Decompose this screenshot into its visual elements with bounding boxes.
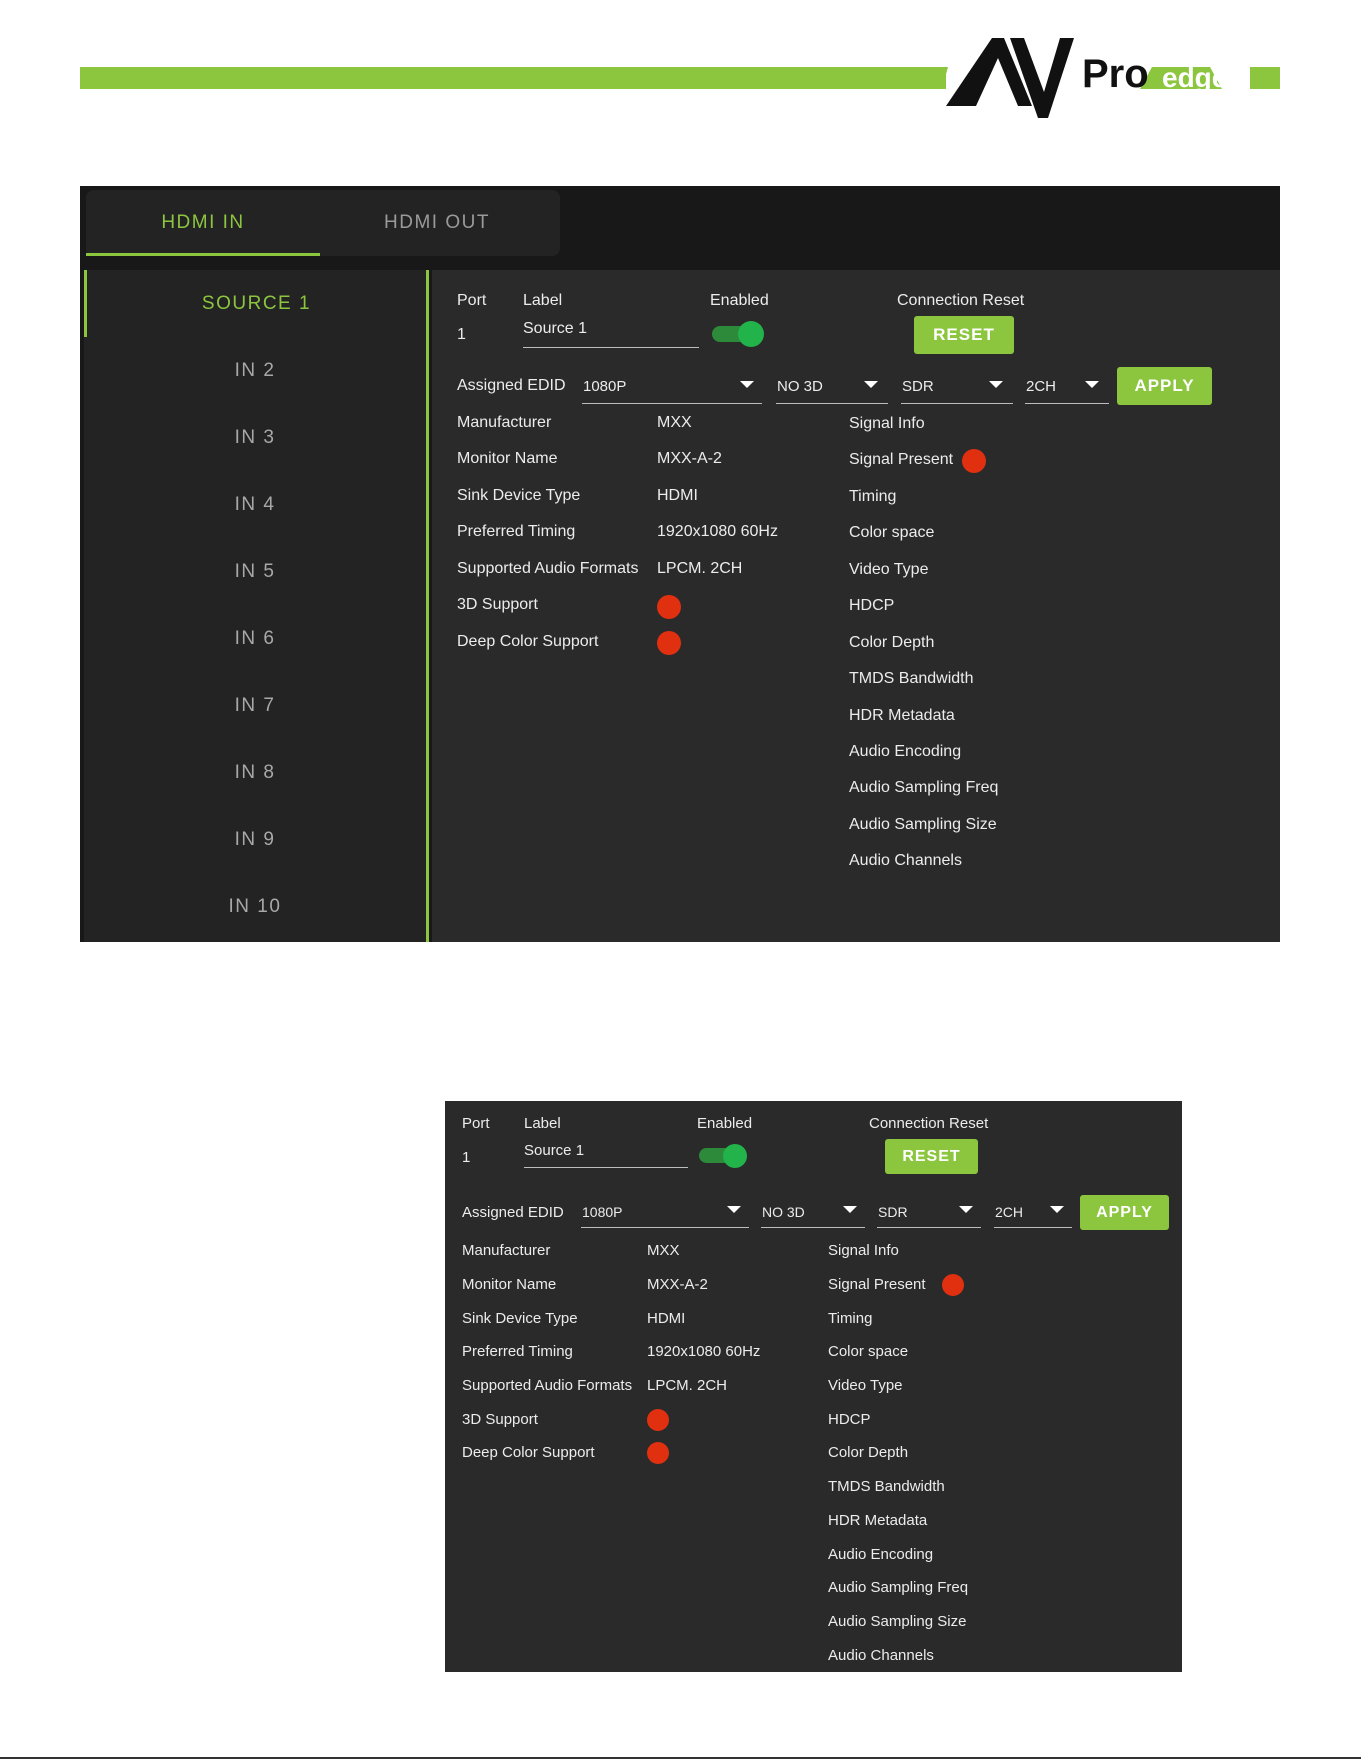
sidebar-item-in-2[interactable]: IN 2	[234, 360, 276, 381]
edid-resolution-select[interactable]	[582, 368, 762, 404]
enabled-toggle[interactable]	[699, 1143, 749, 1169]
audio-formats-label: Supported Audio Formats	[462, 1377, 633, 1394]
enabled-toggle[interactable]	[712, 320, 766, 348]
edid-audio-value: 2CH	[995, 1204, 1024, 1220]
3d-support-label: 3D Support	[462, 1411, 538, 1428]
edid-3d-value: NO 3D	[777, 378, 823, 395]
edid-label: Assigned EDID	[457, 377, 566, 394]
edid-resolution-value: 1080P	[583, 378, 627, 395]
signal-field-video-type: Video Type	[849, 561, 929, 578]
detail-zoom-panel	[445, 1101, 1182, 1672]
label-field-underline	[524, 1167, 688, 1168]
label-field-underline	[523, 347, 699, 348]
edid-audio-select[interactable]	[1025, 368, 1109, 404]
tab-hdmi-in[interactable]: HDMI IN	[86, 190, 320, 256]
signal-present-label: Signal Present	[828, 1276, 926, 1293]
connection-reset-header: Connection Reset	[869, 1115, 989, 1132]
deep-color-label: Deep Color Support	[457, 633, 599, 650]
sidebar-item-in-5[interactable]: IN 5	[234, 561, 276, 582]
sidebar-item-in-9[interactable]: IN 9	[234, 829, 276, 850]
signal-field-tmds-bandwidth: TMDS Bandwidth	[828, 1478, 945, 1495]
monitor-name-label: Monitor Name	[462, 1276, 557, 1293]
sidebar-item-in-3[interactable]: IN 3	[234, 427, 276, 448]
sidebar-item-in-7[interactable]: IN 7	[234, 695, 276, 716]
signal-present-status-icon	[942, 1274, 964, 1296]
manufacturer-value: MXX	[657, 414, 692, 431]
chevron-down-icon	[843, 1206, 857, 1213]
main-panel	[80, 186, 1280, 942]
reset-button[interactable]: RESET	[914, 316, 1014, 354]
edid-hdr-value: SDR	[878, 1204, 908, 1220]
port-header: Port	[457, 292, 487, 309]
label-field[interactable]: Source 1	[523, 320, 588, 337]
sidebar-item-in-8[interactable]: IN 8	[234, 762, 276, 783]
preferred-timing-value: 1920x1080 60Hz	[647, 1343, 761, 1360]
3d-support-status-icon	[657, 595, 681, 619]
sink-device-type-label: Sink Device Type	[462, 1310, 578, 1327]
signal-info-title: Signal Info	[849, 415, 925, 432]
edid-hdr-select[interactable]	[877, 1194, 981, 1228]
signal-field-audio-channels: Audio Channels	[849, 852, 962, 869]
signal-field-timing: Timing	[849, 488, 897, 505]
preferred-timing-value: 1920x1080 60Hz	[657, 523, 778, 540]
preferred-timing-label: Preferred Timing	[457, 523, 576, 540]
chevron-down-icon	[727, 1206, 741, 1213]
label-header: Label	[524, 1115, 561, 1132]
manufacturer-label: Manufacturer	[462, 1242, 551, 1259]
monitor-name-value: MXX-A-2	[647, 1276, 708, 1293]
signal-field-color-depth: Color Depth	[828, 1444, 909, 1461]
edid-label: Assigned EDID	[462, 1204, 564, 1221]
sidebar-item-source-1[interactable]: SOURCE 1	[84, 270, 426, 337]
edid-resolution-value: 1080P	[582, 1204, 623, 1220]
signal-field-color-space: Color space	[828, 1343, 909, 1360]
signal-field-hdcp: HDCP	[849, 597, 895, 614]
logo-pro-text: Pro	[1082, 52, 1149, 96]
signal-field-color-space: Color space	[849, 524, 935, 541]
tab-bar	[86, 190, 560, 256]
deep-color-label: Deep Color Support	[462, 1444, 595, 1461]
preferred-timing-label: Preferred Timing	[462, 1343, 573, 1360]
reset-button[interactable]: RESET	[885, 1139, 978, 1174]
chevron-down-icon	[989, 381, 1003, 388]
label-field[interactable]: Source 1	[524, 1142, 585, 1159]
signal-field-audio-channels: Audio Channels	[828, 1647, 934, 1664]
apply-button[interactable]: APPLY	[1117, 367, 1212, 405]
signal-field-tmds-bandwidth: TMDS Bandwidth	[849, 670, 974, 687]
audio-formats-label: Supported Audio Formats	[457, 560, 639, 577]
port-value: 1	[462, 1149, 471, 1166]
signal-present-label: Signal Present	[849, 451, 954, 468]
signal-field-hdcp: HDCP	[828, 1411, 871, 1428]
deep-color-status-icon	[647, 1442, 669, 1464]
sidebar-item-in-10[interactable]: IN 10	[228, 896, 282, 917]
chevron-down-icon	[864, 381, 878, 388]
signal-field-audio-sampling-freq: Audio Sampling Freq	[849, 779, 999, 796]
signal-field-audio-sampling-size: Audio Sampling Size	[849, 816, 997, 833]
edid-audio-value: 2CH	[1026, 378, 1057, 395]
sidebar-item-in-4[interactable]: IN 4	[234, 494, 276, 515]
logo-edge-text: edge	[1162, 62, 1228, 93]
edid-3d-value: NO 3D	[762, 1204, 805, 1220]
3d-support-label: 3D Support	[457, 596, 538, 613]
edid-audio-select[interactable]	[994, 1194, 1072, 1228]
signal-present-status-icon	[962, 449, 986, 473]
sink-device-type-value: HDMI	[647, 1310, 686, 1327]
sidebar-item-in-6[interactable]: IN 6	[234, 628, 276, 649]
deep-color-status-icon	[657, 631, 681, 655]
sink-device-type-value: HDMI	[657, 487, 698, 504]
sink-device-type-label: Sink Device Type	[457, 487, 581, 504]
edid-3d-select[interactable]	[776, 368, 888, 404]
signal-field-hdr-metadata: HDR Metadata	[828, 1512, 928, 1529]
signal-field-hdr-metadata: HDR Metadata	[849, 707, 955, 724]
edid-3d-select[interactable]	[761, 1194, 865, 1228]
source-detail	[432, 270, 1280, 942]
chevron-down-icon	[740, 381, 754, 388]
signal-info-title: Signal Info	[828, 1242, 899, 1259]
port-value: 1	[457, 326, 466, 343]
signal-field-audio-encoding: Audio Encoding	[849, 743, 962, 760]
tab-hdmi-out[interactable]: HDMI OUT	[384, 212, 490, 233]
brand-stripe-left	[80, 67, 946, 89]
edid-hdr-select[interactable]	[901, 368, 1013, 404]
signal-field-video-type: Video Type	[828, 1377, 903, 1394]
chevron-down-icon	[959, 1206, 973, 1213]
enabled-header: Enabled	[710, 292, 769, 309]
chevron-down-icon	[1085, 381, 1099, 388]
chevron-down-icon	[1050, 1206, 1064, 1213]
port-header: Port	[462, 1115, 490, 1132]
edid-hdr-value: SDR	[902, 378, 934, 395]
manufacturer-label: Manufacturer	[457, 414, 552, 431]
source-sidebar	[84, 270, 429, 942]
signal-field-timing: Timing	[828, 1310, 873, 1327]
signal-field-audio-sampling-freq: Audio Sampling Freq	[828, 1579, 969, 1596]
monitor-name-label: Monitor Name	[457, 450, 558, 467]
audio-formats-value: LPCM. 2CH	[657, 560, 743, 577]
page-footer-divider	[0, 1757, 1361, 1759]
signal-field-audio-sampling-size: Audio Sampling Size	[828, 1613, 967, 1630]
edid-resolution-select[interactable]	[581, 1194, 749, 1228]
enabled-header: Enabled	[697, 1115, 753, 1132]
connection-reset-header: Connection Reset	[897, 292, 1025, 309]
avpro-edge-logo	[940, 36, 1285, 122]
signal-field-color-depth: Color Depth	[849, 634, 935, 651]
audio-formats-value: LPCM. 2CH	[647, 1377, 728, 1394]
signal-field-audio-encoding: Audio Encoding	[828, 1546, 934, 1563]
3d-support-status-icon	[647, 1409, 669, 1431]
monitor-name-value: MXX-A-2	[657, 450, 722, 467]
apply-button[interactable]: APPLY	[1080, 1195, 1169, 1230]
label-header: Label	[523, 292, 563, 309]
manufacturer-value: MXX	[647, 1242, 680, 1259]
